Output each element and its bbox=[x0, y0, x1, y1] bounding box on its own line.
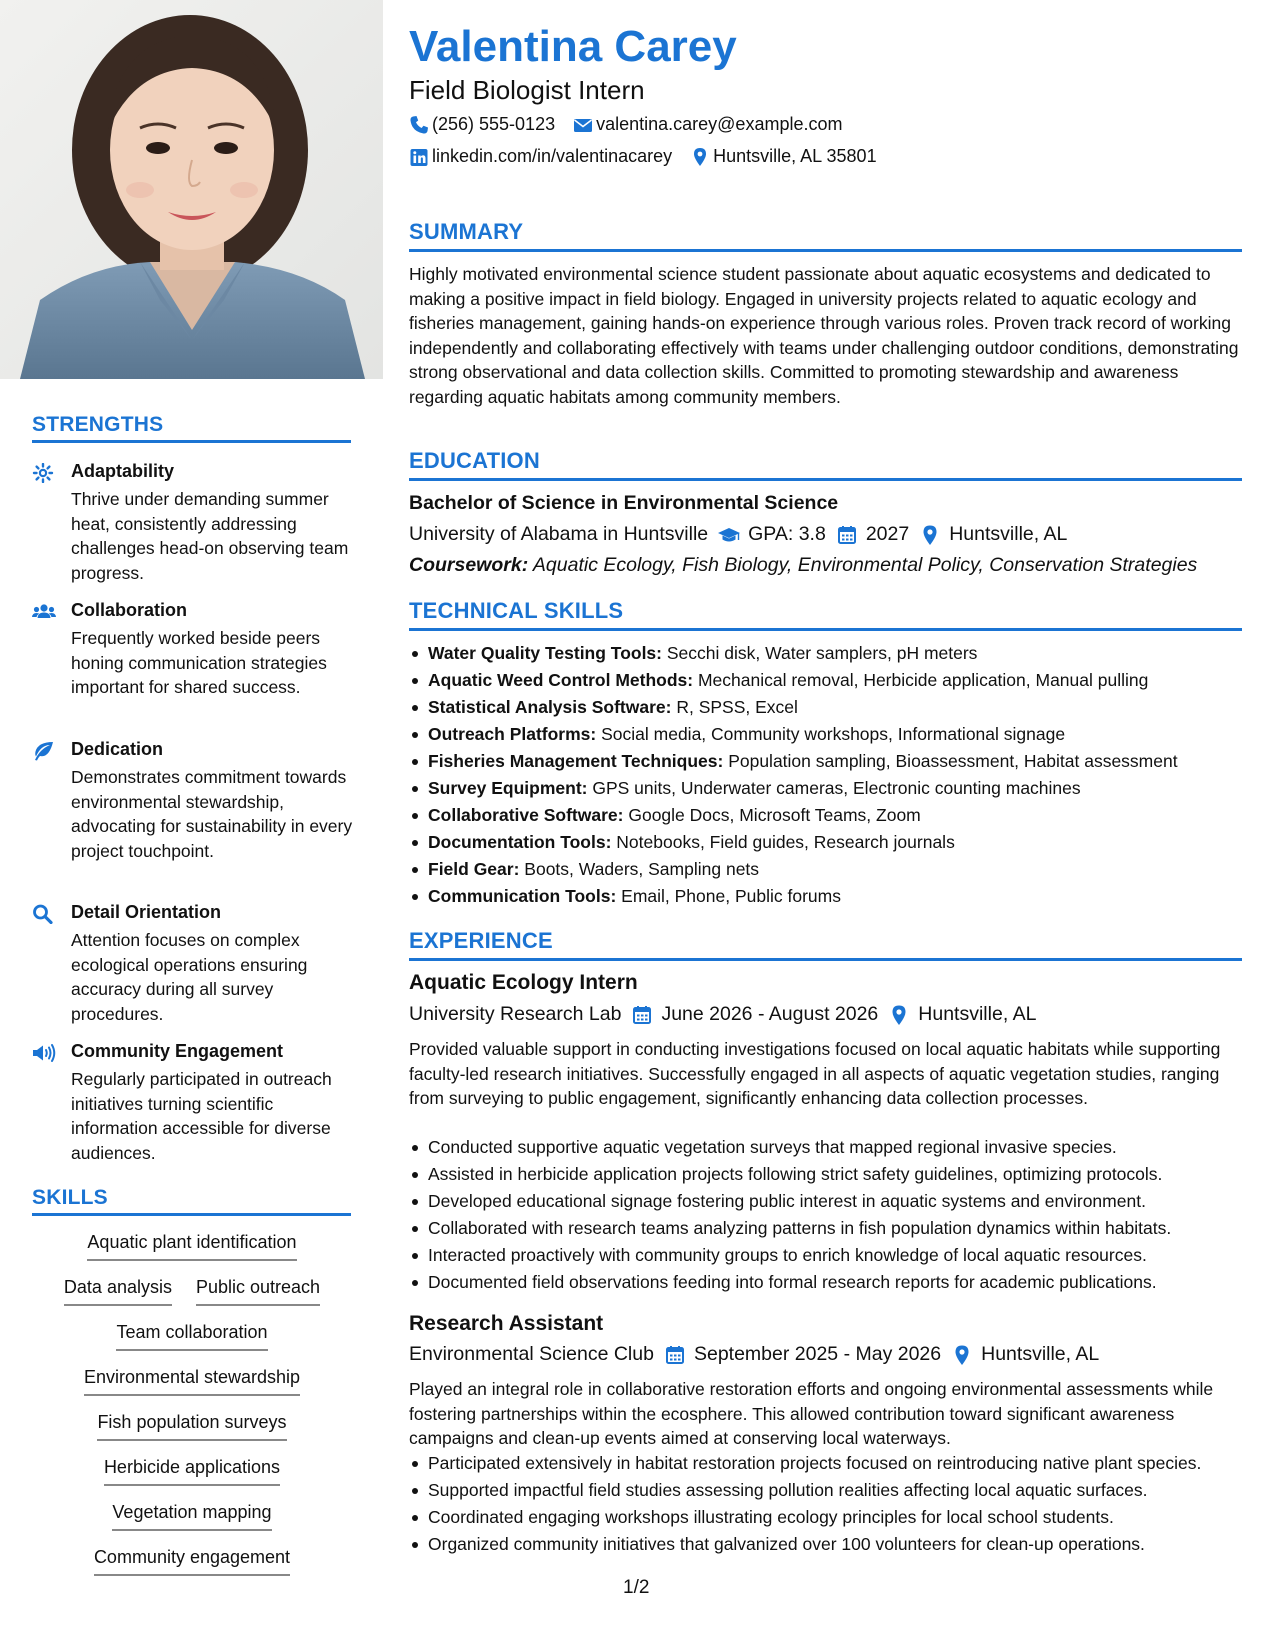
list-item: Organized community initiatives that galvanized over 100 volunteers for clean-up operations. bbox=[409, 1532, 1242, 1557]
job-bullets bbox=[409, 1451, 1242, 1559]
list-item: Assisted in herbicide application projects following strict safety guidelines, optimizing protocols. bbox=[409, 1162, 1242, 1187]
strength-title: Adaptability bbox=[71, 461, 175, 481]
main-content bbox=[409, 0, 1242, 1650]
map-pin-icon bbox=[888, 1004, 910, 1026]
candidate-name: Valentina Carey bbox=[409, 22, 737, 71]
skill-category: Survey Equipment: bbox=[428, 778, 588, 798]
school-location: Huntsville, AL bbox=[949, 523, 1068, 545]
list-item bbox=[409, 830, 1242, 857]
job-title: Research Assistant bbox=[409, 1312, 604, 1335]
organization: University Research Lab bbox=[409, 1003, 622, 1025]
list-item bbox=[409, 776, 1242, 803]
skill-category: Field Gear: bbox=[428, 859, 520, 879]
graduation-year: 2027 bbox=[865, 523, 910, 545]
organization: Environmental Science Club bbox=[409, 1343, 654, 1365]
skill-values: Email, Phone, Public forums bbox=[621, 886, 841, 906]
skill-category: Statistical Analysis Software: bbox=[428, 697, 672, 717]
skill-category: Communication Tools: bbox=[428, 886, 617, 906]
list-item: Collaborated with research teams analyzing patterns in fish population dynamics within habitats. bbox=[409, 1216, 1242, 1241]
skills-heading: SKILLS bbox=[32, 1186, 351, 1216]
map-pin-icon bbox=[690, 147, 710, 167]
skill-tag: Herbicide applications bbox=[104, 1457, 280, 1486]
school-name: University of Alabama in Huntsville bbox=[409, 523, 709, 545]
skill-category: Aquatic Weed Control Methods: bbox=[428, 670, 694, 690]
graduation-cap-icon bbox=[718, 524, 740, 546]
list-item bbox=[409, 722, 1242, 749]
list-item bbox=[409, 695, 1242, 722]
job-description: Played an integral role in collaborative restoration efforts and ongoing environmental assessments while fostering partnerships within the ecosphere. This allowed contribution toward significant awareness campaigns and clean-up events aimed at conserving local waterways. bbox=[409, 1379, 1214, 1448]
list-item: Participated extensively in habitat restoration projects focused on reintroducing native plant species. bbox=[409, 1451, 1242, 1476]
strength-title: Dedication bbox=[71, 739, 164, 759]
map-pin-icon bbox=[919, 524, 941, 546]
skill-tag: Fish population surveys bbox=[97, 1412, 286, 1441]
degree-title: Bachelor of Science in Environmental Science bbox=[409, 492, 839, 514]
summary-heading: SUMMARY bbox=[409, 219, 1242, 252]
job-title: Aquatic Ecology Intern bbox=[409, 971, 638, 994]
skills-tags bbox=[32, 1232, 352, 1592]
strength-title: Collaboration bbox=[71, 600, 187, 620]
calendar-icon bbox=[631, 1004, 653, 1026]
skill-tag: Data analysis bbox=[64, 1277, 172, 1306]
list-item: Coordinated engaging workshops illustrating ecology principles for local school students. bbox=[409, 1505, 1242, 1530]
job-bullets bbox=[409, 1135, 1242, 1297]
skill-tag: Public outreach bbox=[196, 1277, 320, 1306]
skill-values: R, SPSS, Excel bbox=[676, 697, 798, 717]
skill-tag: Community engagement bbox=[94, 1547, 290, 1576]
skill-values: Population sampling, Bioassessment, Habitat assessment bbox=[728, 751, 1178, 771]
strength-description: Demonstrates commitment towards environmental stewardship, advocating for sustainability in every project touchpoint. bbox=[71, 767, 353, 861]
coursework-list: Aquatic Ecology, Fish Biology, Environmental Policy, Conservation Strategies bbox=[532, 554, 1198, 576]
list-item bbox=[409, 749, 1242, 776]
strength-description: Frequently worked beside peers honing communication strategies important for shared success. bbox=[71, 628, 327, 697]
phone-icon bbox=[409, 115, 429, 135]
skill-values: Notebooks, Field guides, Research journals bbox=[616, 832, 955, 852]
skill-values: Mechanical removal, Herbicide application, Manual pulling bbox=[697, 670, 1149, 690]
list-item: Supported impactful field studies assessing pollution realities affecting local aquatic surfaces. bbox=[409, 1478, 1242, 1503]
job-meta bbox=[409, 1003, 1036, 1026]
education-heading: EDUCATION bbox=[409, 448, 1242, 481]
sidebar bbox=[0, 0, 383, 1650]
skill-category: Fisheries Management Techniques: bbox=[428, 751, 724, 771]
users-icon bbox=[32, 602, 56, 622]
coursework bbox=[409, 554, 1197, 577]
page-number: 1/2 bbox=[623, 1577, 650, 1598]
skill-values: Boots, Waders, Sampling nets bbox=[524, 859, 760, 879]
skill-tag: Environmental stewardship bbox=[84, 1367, 300, 1396]
coursework-label: Coursework: bbox=[409, 554, 529, 576]
skill-values: Secchi disk, Water samplers, pH meters bbox=[666, 643, 978, 663]
strength-title: Detail Orientation bbox=[71, 902, 222, 922]
technical-skills-list bbox=[409, 641, 1242, 911]
skill-tag: Vegetation mapping bbox=[112, 1502, 271, 1531]
list-item bbox=[409, 857, 1242, 884]
experience-heading: EXPERIENCE bbox=[409, 928, 1242, 961]
linkedin-icon bbox=[409, 147, 429, 167]
location-text: Huntsville, AL 35801 bbox=[713, 146, 877, 166]
strength-description: Thrive under demanding summer heat, consistently addressing challenges head-on observing team progress. bbox=[71, 489, 349, 583]
profile-photo bbox=[0, 0, 383, 379]
list-item: Conducted supportive aquatic vegetation surveys that mapped regional invasive species. bbox=[409, 1135, 1242, 1160]
list-item: Documented field observations feeding into formal research reports for academic publications. bbox=[409, 1270, 1242, 1295]
job-dates: June 2026 - August 2026 bbox=[661, 1003, 879, 1025]
education-meta bbox=[409, 523, 1067, 546]
strength-title: Community Engagement bbox=[71, 1041, 284, 1061]
skill-values: GPS units, Underwater cameras, Electronic counting machines bbox=[592, 778, 1081, 798]
envelope-icon bbox=[573, 115, 593, 135]
strength-description: Regularly participated in outreach initiatives turning scientific information accessible for diverse audiences. bbox=[71, 1069, 332, 1163]
skill-values: Social media, Community workshops, Informational signage bbox=[601, 724, 1066, 744]
skill-category: Collaborative Software: bbox=[428, 805, 624, 825]
list-item bbox=[409, 803, 1242, 830]
job-location: Huntsville, AL bbox=[918, 1003, 1037, 1025]
skill-tag: Team collaboration bbox=[116, 1322, 267, 1351]
strength-description: Attention focuses on complex ecological operations ensuring accuracy during all survey procedures. bbox=[71, 930, 308, 1024]
list-item bbox=[409, 668, 1242, 695]
skill-category: Outreach Platforms: bbox=[428, 724, 597, 744]
list-item: Developed educational signage fostering public interest in aquatic systems and environment. bbox=[409, 1189, 1242, 1214]
map-pin-icon bbox=[951, 1344, 973, 1366]
list-item bbox=[409, 884, 1242, 911]
leaf-icon bbox=[32, 741, 56, 761]
skill-category: Water Quality Testing Tools: bbox=[428, 643, 662, 663]
skill-tag: Aquatic plant identification bbox=[87, 1232, 296, 1261]
candidate-role: Field Biologist Intern bbox=[409, 75, 645, 105]
email-link[interactable]: valentina.carey@example.com bbox=[596, 114, 843, 134]
skill-category: Documentation Tools: bbox=[428, 832, 612, 852]
technical-skills-heading: TECHNICAL SKILLS bbox=[409, 598, 1242, 631]
job-description: Provided valuable support in conducting investigations focused on local aquatic habitats while supporting faculty-led research initiatives. Successfully engaged in all aspects of aquatic vegetation studies, ranging from surveying to public engagement, significantly enhancing data collection processes. bbox=[409, 1039, 1221, 1108]
calendar-icon bbox=[836, 524, 858, 546]
skill-values: Google Docs, Microsoft Teams, Zoom bbox=[628, 805, 921, 825]
megaphone-icon bbox=[32, 1043, 56, 1063]
phone-number[interactable]: (256) 555-0123 bbox=[432, 114, 556, 134]
list-item bbox=[409, 641, 1242, 668]
strengths-heading: STRENGTHS bbox=[32, 413, 351, 443]
summary-text: Highly motivated environmental science student passionate about aquatic ecosystems and dedicated to making a positive impact in field biology. Engaged in university projects related to aquatic ecology and fisheries management, gaining hands-on experience through various roles. Proven track record of working independently and collaborating effectively with teams under challenging outdoor conditions, demonstrating strong observational and data collection skills. Committed to promoting stewardship and awareness regarding aquatic habitats among community members. bbox=[409, 264, 1239, 407]
calendar-icon bbox=[664, 1344, 686, 1366]
list-item: Interacted proactively with community groups to enrich knowledge of local aquatic resources. bbox=[409, 1243, 1242, 1268]
gpa-text: GPA: 3.8 bbox=[748, 523, 826, 545]
contact-row bbox=[409, 146, 877, 167]
search-icon bbox=[32, 904, 56, 924]
job-location: Huntsville, AL bbox=[981, 1343, 1100, 1365]
linkedin-link[interactable]: linkedin.com/in/valentinacarey bbox=[432, 146, 673, 166]
contact-row bbox=[409, 114, 842, 135]
sun-gear-icon bbox=[32, 463, 56, 483]
job-dates: September 2025 - May 2026 bbox=[693, 1343, 942, 1365]
job-meta bbox=[409, 1343, 1099, 1366]
